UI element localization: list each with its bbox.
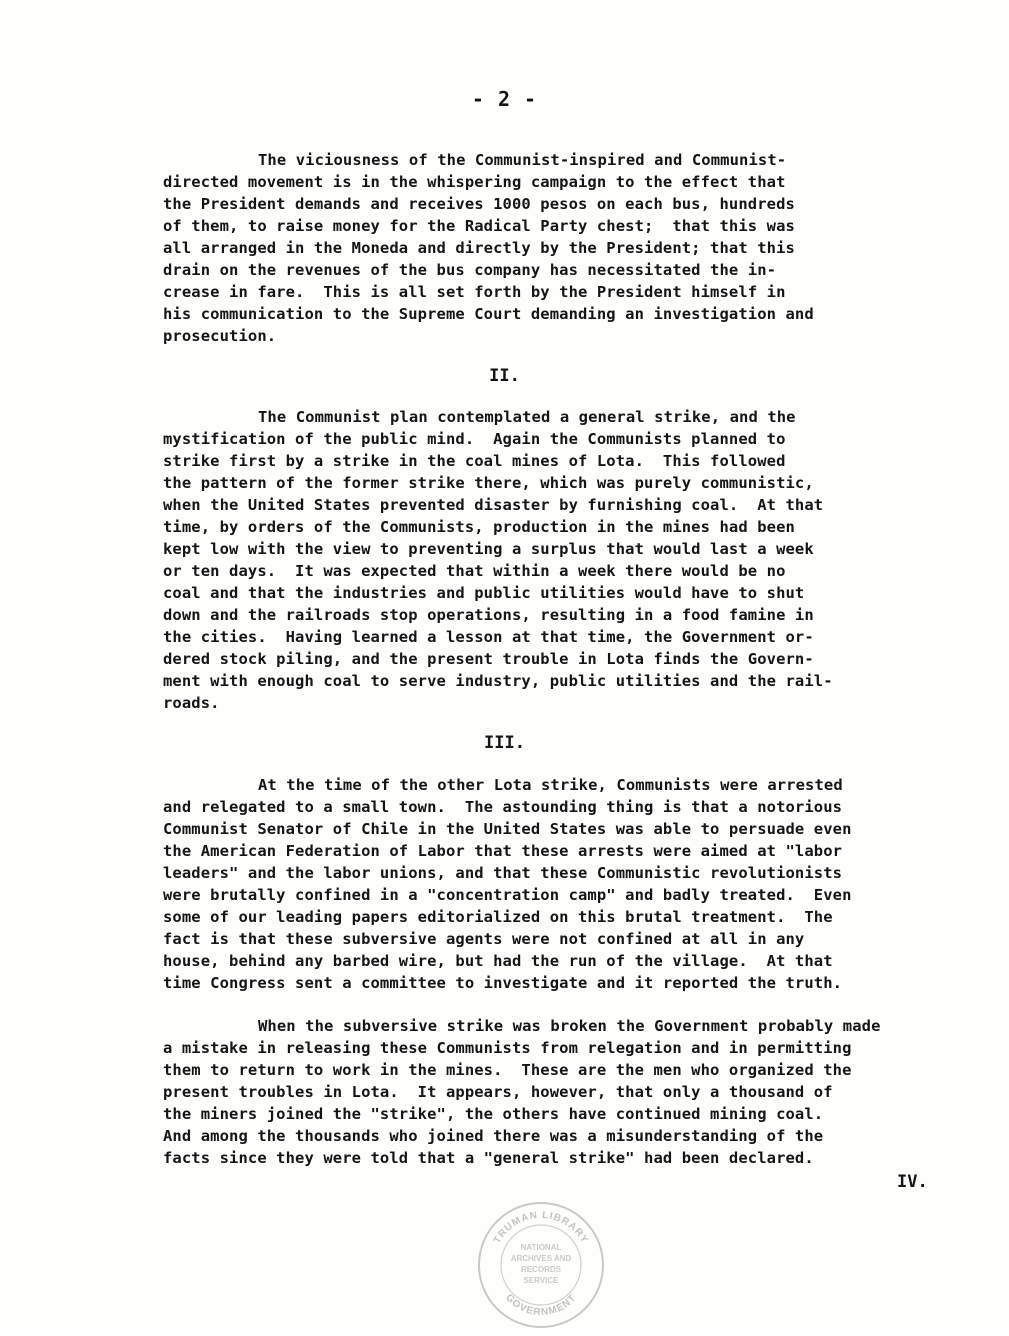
text-line: The Communist plan contemplated a general strike, and the [258,408,796,426]
text-line: strike first by a strike in the coal mines of Lota. This followed [163,452,786,470]
stamp-line-1: NATIONAL [520,1243,562,1252]
text-line: ment with enough coal to serve industry, public utilities and the rail- [163,672,833,690]
text-line: some of our leading papers editorialized on this brutal treatment. The [163,908,833,926]
text-line: and relegated to a small town. The astounding thing is that a notorious [163,798,843,816]
section-heading-ii: II. [489,366,520,386]
text-line: mystification of the public mind. Again the Communists planned to [163,430,786,448]
text-line: house, behind any barbed wire, but had the run of the village. At that [163,952,833,970]
text-line: the American Federation of Labor that these arrests were aimed at "labor [163,842,843,860]
text-line: or ten days. It was expected that within a week there would be no [163,562,786,580]
text-line: were brutally confined in a "concentration camp" and badly treated. Even [163,886,852,904]
text-line: leaders" and the labor unions, and that these Communistic revolutionists [163,864,843,882]
page-number: - 2 - [471,87,538,111]
stamp-line-4: SERVICE [523,1276,559,1285]
text-line: facts since they were told that a "general strike" had been declared. [163,1149,814,1167]
text-line: At the time of the other Lota strike, Communists were arrested [258,776,843,794]
text-line: the pattern of the former strike there, which was purely communistic, [163,474,814,492]
text-line: his communication to the Supreme Court demanding an investigation and [163,305,814,323]
archive-stamp [474,1198,608,1332]
text-line: kept low with the view to preventing a surplus that would last a week [163,540,814,558]
text-line: fact is that these subversive agents were not confined at all in any [163,930,805,948]
text-line: the miners joined the "strike", the others have continued mining coal. [163,1105,824,1123]
text-line: The viciousness of the Communist-inspired and Communist- [258,151,787,169]
stamp-ring-bottom: GOVERNMENT [503,1292,579,1319]
svg-text:TRUMAN LIBRARY [492,1210,590,1246]
section-heading-iii: III. [484,733,525,753]
text-line: them to return to work in the mines. These are the men who organized the [163,1061,852,1079]
text-line: the President demands and receives 1000 pesos on each bus, hundreds [163,195,795,213]
text-line: when the United States prevented disaster by furnishing coal. At that [163,496,824,514]
text-line: directed movement is in the whispering campaign to the effect that [163,173,786,191]
text-line: time Congress sent a committee to investigate and it reported the truth. [163,974,843,992]
text-line: present troubles in Lota. It appears, however, that only a thousand of [163,1083,833,1101]
text-line: crease in fare. This is all set forth by the President himself in [163,283,786,301]
text-line: Communist Senator of Chile in the United States was able to persuade even [163,820,852,838]
stamp-ring-top: TRUMAN LIBRARY [491,1209,591,1246]
text-line: roads. [163,694,220,712]
text-line: time, by orders of the Communists, production in the mines had been [163,518,795,536]
text-line: prosecution. [163,327,277,345]
text-line: down and the railroads stop operations, resulting in a food famine in [163,606,814,624]
text-line: drain on the revenues of the bus company has necessitated the in- [163,261,777,279]
text-line: all arranged in the Moneda and directly by the President; that this [163,239,795,257]
stamp-line-3: RECORDS [520,1265,562,1274]
text-line: a mistake in releasing these Communists from relegation and in permitting [163,1039,852,1057]
text-line: When the subversive strike was broken the Government probably made [258,1017,881,1035]
stamp-line-2: ARCHIVES AND [510,1254,572,1263]
text-line: coal and that the industries and public utilities would have to shut [163,584,805,602]
text-line: the cities. Having learned a lesson at that time, the Government or- [163,628,814,646]
text-line: And among the thousands who joined there was a misunderstanding of the [163,1127,824,1145]
continuation-marker: IV. [897,1172,928,1192]
text-line: dered stock piling, and the present trouble in Lota finds the Govern- [163,650,814,668]
text-line: of them, to raise money for the Radical Party chest; that this was [163,217,795,235]
